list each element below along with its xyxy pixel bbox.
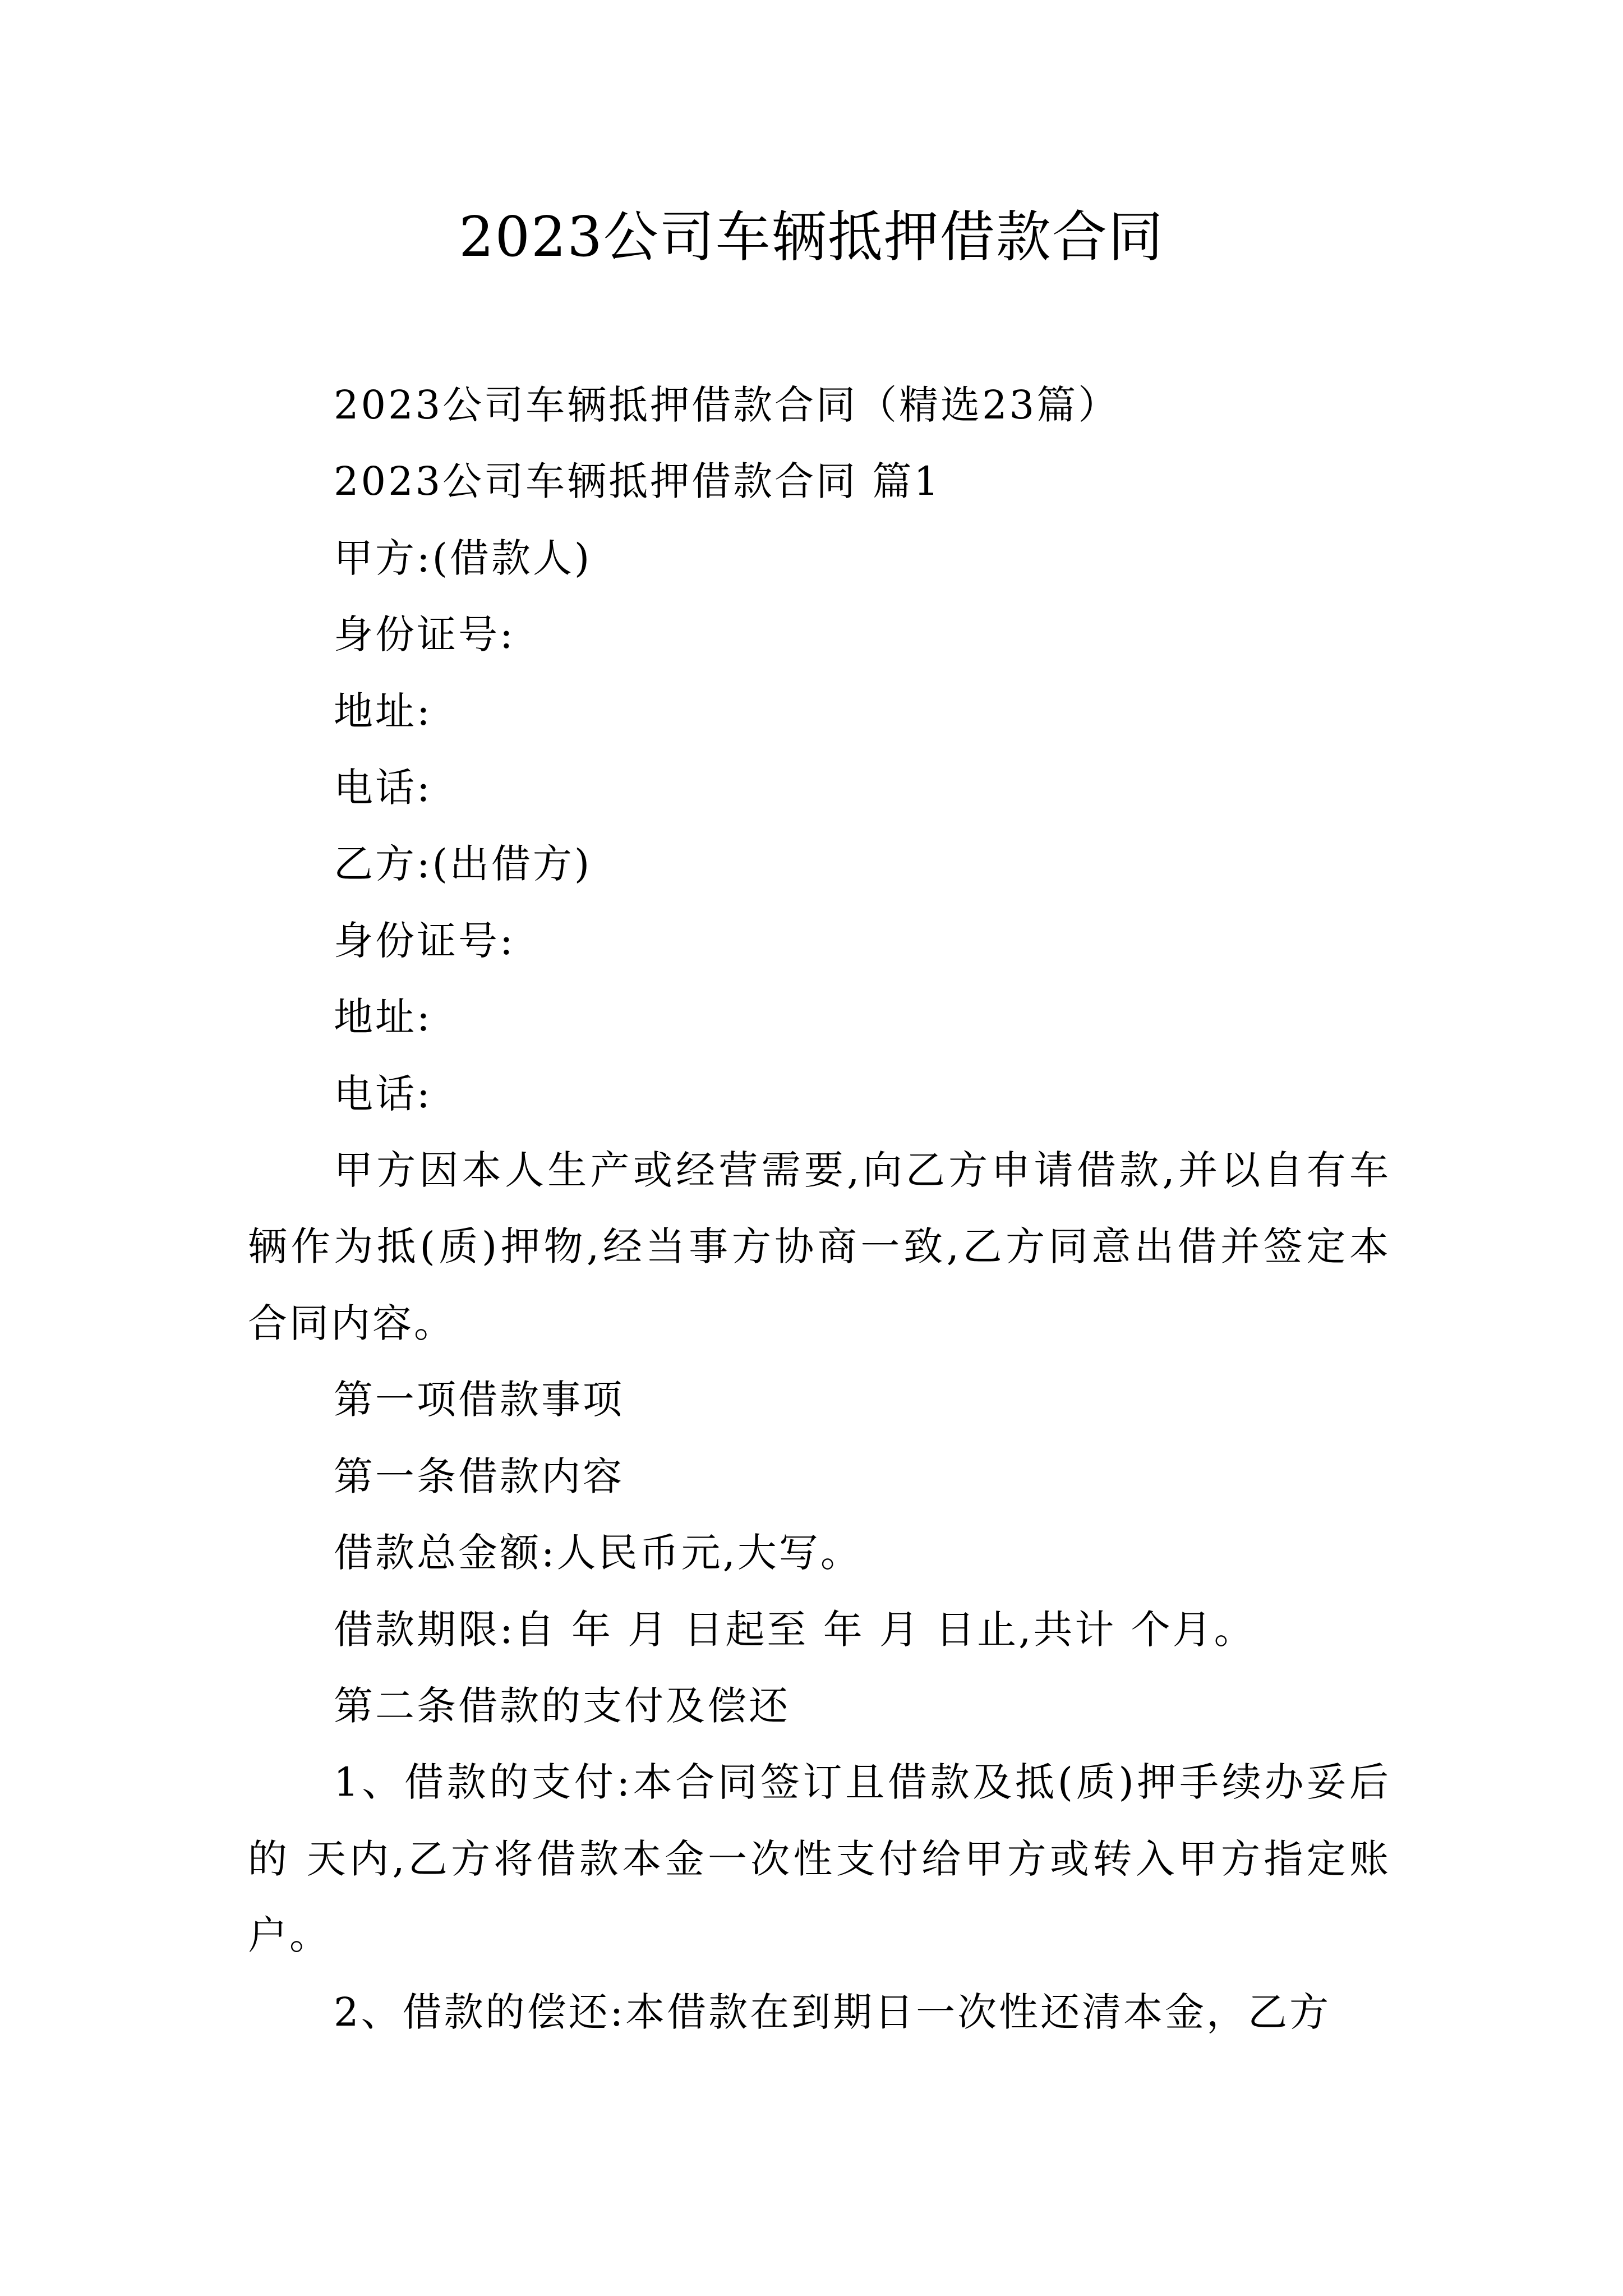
section-heading: 2023公司车辆抵押借款合同 篇1	[334, 458, 941, 505]
article-heading: 第二条借款的支付及偿还	[334, 1682, 790, 1729]
payment-clause: 1、借款的支付:本合同签订且借款及抵(质)押手续办妥后的 天内,乙方将借款本金一次性支付给甲方或转入甲方指定账户。	[248, 1759, 1391, 1959]
party-b-id-number: 身份证号:	[334, 917, 515, 964]
loan-amount-line: 借款总金额:人民币元,大写。	[334, 1530, 862, 1576]
preamble-paragraph: 甲方因本人生产或经营需要,向乙方申请借款,并以自有车辆作为抵(质)押物,经当事方协商一致,乙方同意出借并签定本合同内容。	[248, 1147, 1391, 1346]
subtitle-collection: 2023公司车辆抵押借款合同（精选23篇）	[334, 382, 1120, 428]
loan-term-line: 借款期限:自 年 月 日起至 年 月 日止,共计 个月。	[334, 1606, 1256, 1653]
party-b-phone: 电话:	[334, 1070, 432, 1117]
party-b-address: 地址:	[334, 994, 432, 1041]
party-a-id-number: 身份证号:	[334, 611, 515, 658]
party-a-label: 甲方:(借款人)	[334, 535, 592, 581]
document-title: 2023公司车辆抵押借款合同	[459, 205, 1164, 269]
party-a-address: 地址:	[334, 688, 432, 734]
document-body	[248, 367, 1391, 2050]
party-b-label: 乙方:(出借方)	[334, 841, 592, 887]
party-a-phone: 电话:	[334, 765, 432, 811]
article-heading: 第一条借款内容	[334, 1453, 624, 1499]
repayment-clause: 2、借款的偿还:本借款在到期日一次性还清本金，乙方	[334, 1989, 1331, 2035]
item-heading: 第一项借款事项	[334, 1377, 624, 1423]
